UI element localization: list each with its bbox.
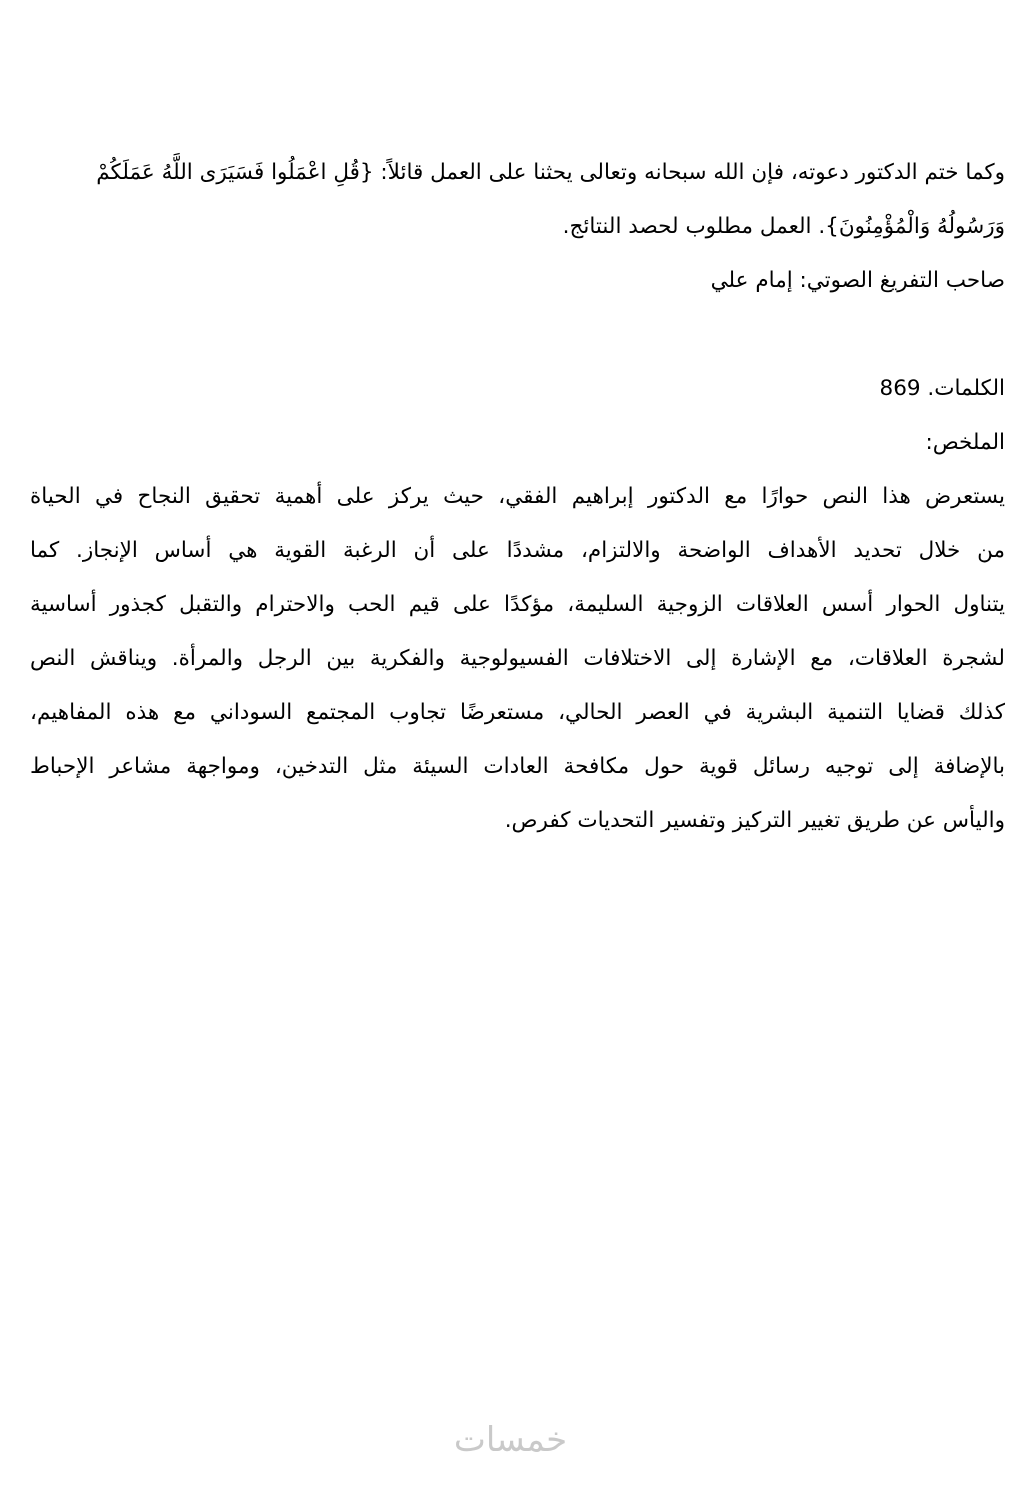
summary-line-4: لشجرة العلاقات، مع الإشارة إلى الاختلافات الفسيولوجية والفكرية بين الرجل والمرأة. ويناقش النص [30, 646, 1005, 671]
intro-line-2: وَرَسُولُهُ وَالْمُؤْمِنُونَ}. العمل مطلوب لحصد النتائج. [562, 214, 1005, 239]
summary-line-3: يتناول الحوار أسس العلاقات الزوجية السليمة، مؤكدًا على قيم الحب والاحترام والتقبل كجذور أساسية [30, 592, 1005, 617]
summary-line-2: من خلال تحديد الأهداف الواضحة والالتزام، مشددًا على أن الرغبة القوية هي أساس الإنجاز. كما [30, 538, 1005, 563]
summary-heading: الملخص: [925, 430, 1005, 455]
summary-line-7: واليأس عن طريق تغيير التركيز وتفسير التحديات كفرص. [504, 808, 1005, 833]
summary-line-1: يستعرض هذا النص حوارًا مع الدكتور إبراهيم الفقي، حيث يركز على أهمية تحقيق النجاح في الحياة [30, 484, 1005, 509]
summary-line-5: كذلك قضايا التنمية البشرية في العصر الحالي، مستعرضًا تجاوب المجتمع السوداني مع هذه المفاهيم، [30, 700, 1005, 725]
khamsat-watermark: خمسات [453, 1420, 568, 1460]
section-spacer [30, 308, 1005, 362]
document-page [30, 146, 1005, 848]
intro-line-1: وكما ختم الدكتور دعوته، فإن الله سبحانه وتعالى يحثنا على العمل قائلاً: {قُلِ اعْمَلُوا فَسَيَرَى اللَّهُ عَمَلَكُمْ [96, 160, 1005, 185]
word-count-label: الكلمات. [927, 376, 1005, 401]
summary-line-6: بالإضافة إلى توجيه رسائل قوية حول مكافحة العادات السيئة مثل التدخين، ومواجهة مشاعر الإحباط [30, 754, 1005, 779]
transcriber-credit: صاحب التفريغ الصوتي: إمام علي [710, 268, 1005, 293]
word-count-value: 869 [879, 376, 921, 401]
word-count [30, 362, 1005, 416]
